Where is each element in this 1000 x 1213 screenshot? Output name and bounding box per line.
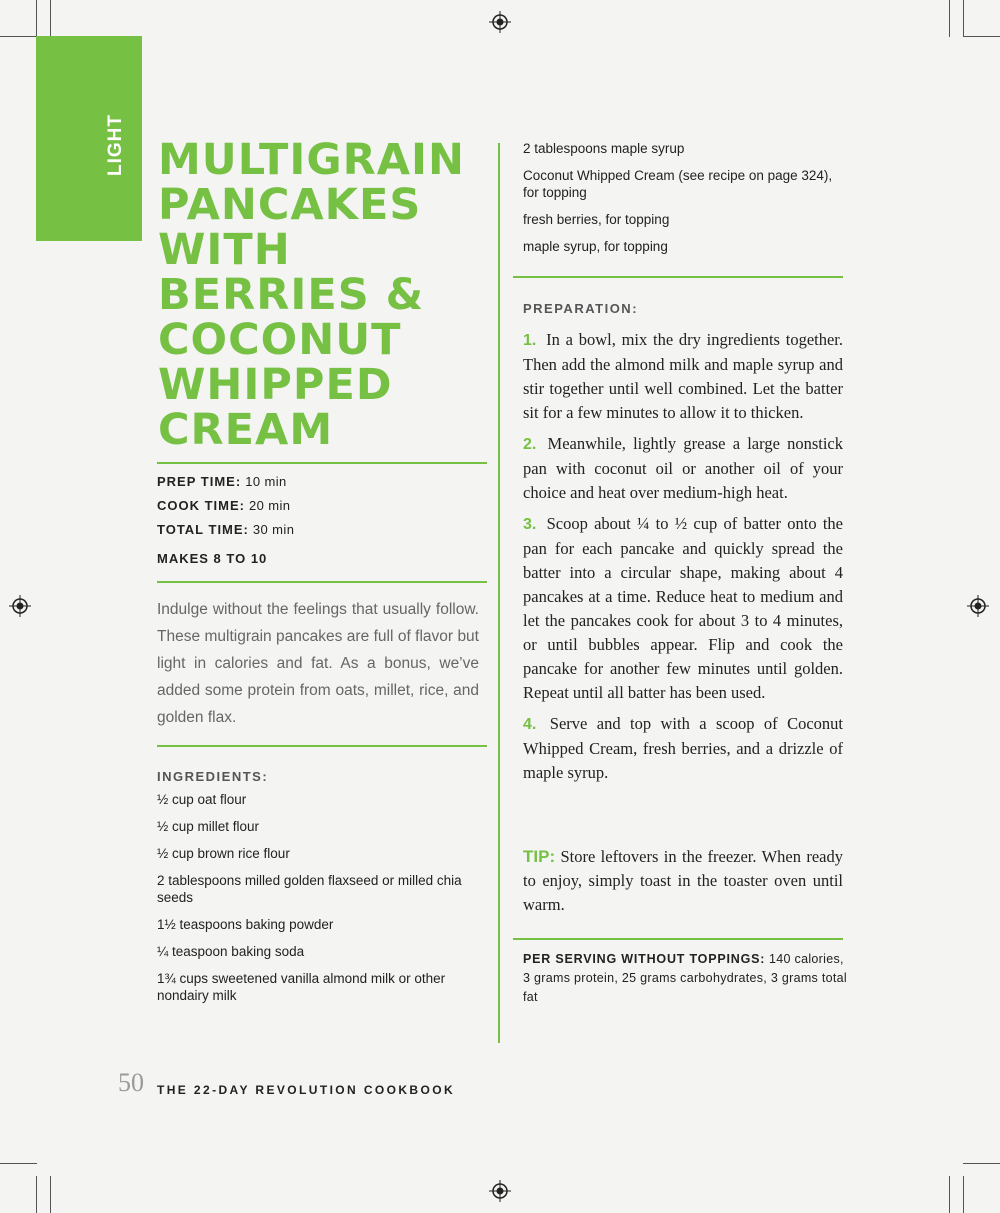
step-number: 1.: [523, 332, 537, 349]
ingredient-item: 2 tablespoons maple syrup: [523, 141, 685, 156]
divider: [157, 462, 487, 464]
recipe-title: [158, 135, 488, 455]
crop-mark: [949, 0, 950, 37]
step-item: [523, 328, 843, 425]
ingredient-item: Coconut Whipped Cream (see recipe on page 324), for topping: [523, 168, 833, 200]
preparation-steps: [523, 328, 843, 792]
ingredient-item: ¼ teaspoon baking soda: [157, 944, 305, 959]
nutrition-text: 140 calories, 3 grams protein, 25 grams carbohydrates, 3 grams total fat: [523, 952, 847, 1004]
title-line: MULTIGRAIN: [158, 135, 465, 185]
servings-label: MAKES 8 TO 10: [157, 551, 268, 566]
ingredient-item: fresh berries, for topping: [523, 212, 670, 227]
step-text: Serve and top with a scoop of Coconut Whipped Cream, fresh berries, and a drizzle of maple syrup.: [523, 714, 843, 782]
step-number: 3.: [523, 516, 537, 533]
ingredient-item: maple syrup, for topping: [523, 239, 668, 254]
crop-mark: [963, 1163, 1000, 1164]
category-tab-label: LIGHT: [105, 114, 126, 176]
ingredient-item: 1½ teaspoons baking powder: [157, 917, 334, 932]
step-number: 2.: [523, 436, 537, 453]
step-item: [523, 432, 843, 505]
title-line: COCONUT: [158, 315, 402, 365]
preparation-heading: PREPARATION:: [523, 301, 639, 316]
ingredient-item: 1¾ cups sweetened vanilla almond milk or other nondairy milk: [157, 971, 446, 1003]
ingredients-list-continued: [523, 140, 848, 265]
registration-mark-icon: [489, 1180, 511, 1202]
crop-mark: [963, 36, 1000, 37]
registration-mark-icon: [967, 595, 989, 617]
cook-time-label: COOK TIME:: [157, 498, 245, 513]
divider: [513, 938, 843, 940]
title-line: CREAM: [158, 405, 334, 455]
crop-mark: [50, 0, 51, 37]
title-line: BERRIES &: [158, 270, 425, 320]
ingredient-item: ½ cup millet flour: [157, 819, 260, 834]
ingredient-item: 2 tablespoons milled golden flaxseed or milled chia seeds: [157, 873, 462, 905]
total-time: [157, 522, 294, 537]
servings: [157, 551, 267, 566]
crop-mark: [36, 0, 37, 37]
total-time-value: 30 min: [252, 522, 295, 537]
prep-time-value: 10 min: [245, 474, 287, 489]
column-divider: [498, 143, 500, 1043]
step-text: In a bowl, mix the dry ingredients together. Then add the almond milk and maple syrup and stir together until well combined. Let the batter sit for a few minutes to allow it to thicken.: [523, 330, 844, 422]
registration-mark-icon: [489, 11, 511, 33]
crop-mark: [0, 36, 37, 37]
divider: [157, 581, 487, 583]
book-title: THE 22-DAY REVOLUTION COOKBOOK: [157, 1083, 456, 1097]
ingredient-item: ½ cup oat flour: [157, 792, 247, 807]
page-number: 50: [118, 1068, 144, 1097]
cook-time-value: 20 min: [249, 498, 291, 513]
registration-mark-icon: [9, 595, 31, 617]
crop-mark: [50, 1176, 51, 1213]
crop-mark: [949, 1176, 950, 1213]
tip-text: Store leftovers in the freezer. When ready to enjoy, simply toast in the toaster oven until warm.: [523, 847, 844, 914]
divider: [157, 745, 487, 747]
title-line: WITH: [158, 225, 291, 275]
step-text: Scoop about ¼ to ½ cup of batter onto the pan for each pancake and quickly spread the batter into a circular shape, making about 4 pancakes at a time. Reduce heat to medium and let the pancakes cook for about 3 to 4 minutes, or until bubbles appear. Flip and cook the pancake for another few minutes until golden. Repeat until all batter has been used.: [523, 514, 843, 702]
crop-mark: [0, 1163, 37, 1164]
prep-time-label: PREP TIME:: [157, 474, 242, 489]
step-item: [523, 512, 843, 705]
tip: [523, 845, 843, 917]
step-number: 4.: [523, 716, 537, 733]
title-line: WHIPPED: [158, 360, 393, 410]
cook-time: [157, 498, 290, 513]
recipe-intro: Indulge without the feelings that usually follow. These multigrain pancakes are full of flavor but light in calories and fat. As a bonus, we’ve added some protein from oats, millet, rice, and golden flax.: [157, 601, 479, 726]
total-time-label: TOTAL TIME:: [157, 522, 249, 537]
nutrition-label: PER SERVING WITHOUT TOPPINGS:: [523, 952, 766, 966]
crop-mark: [963, 1176, 964, 1213]
divider: [513, 276, 843, 278]
step-item: [523, 712, 843, 785]
title-line: PANCAKES: [158, 180, 422, 230]
crop-mark: [36, 1176, 37, 1213]
ingredients-list: [157, 791, 487, 1014]
prep-time: [157, 474, 287, 489]
tip-label: TIP:: [523, 847, 556, 866]
ingredients-heading: INGREDIENTS:: [157, 769, 269, 784]
nutrition-info: [523, 950, 848, 1007]
crop-mark: [963, 0, 964, 37]
ingredient-item: ½ cup brown rice flour: [157, 846, 290, 861]
step-text: Meanwhile, lightly grease a large nonstick pan with coconut oil or another oil of your choice and heat over medium-high heat.: [523, 434, 843, 502]
